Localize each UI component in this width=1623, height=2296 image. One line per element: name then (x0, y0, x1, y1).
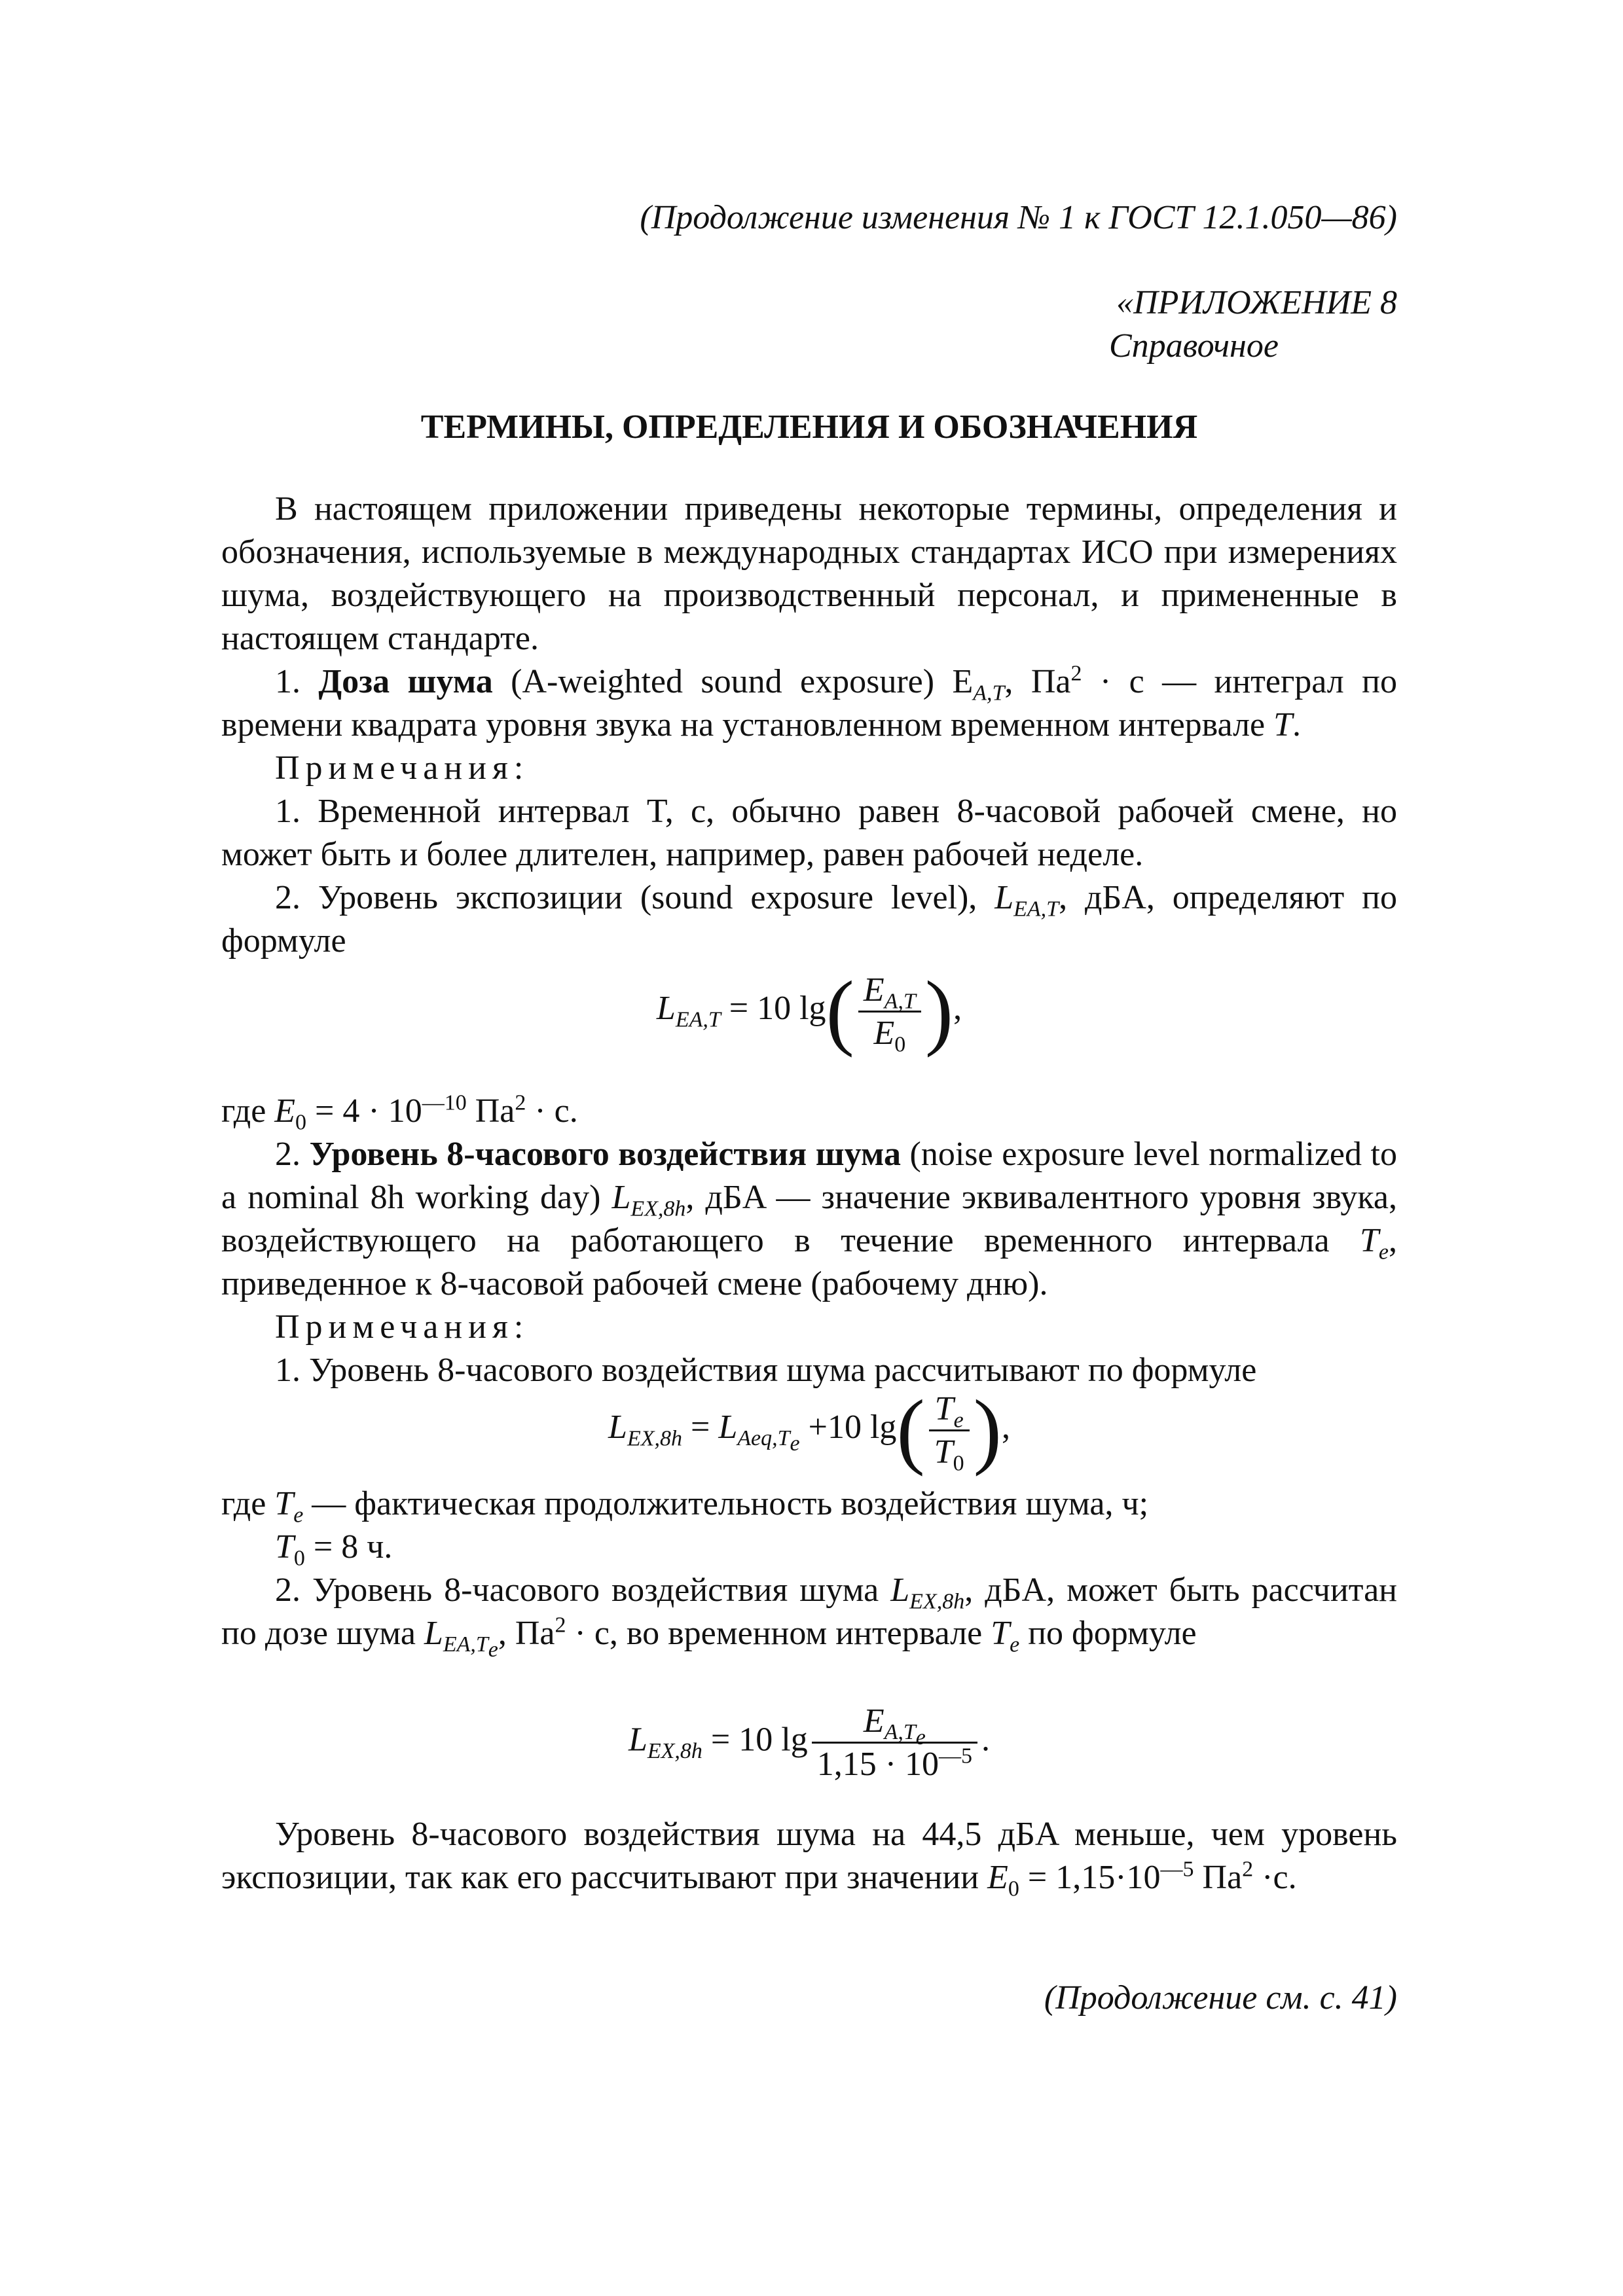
note-2-2: 2. Уровень 8-часового воздействия шума $L_{EX,8h}$, дБA, может быть рассчитан по дозе шума $L_{EA,T_e}$, $Па^2 \cdot с$, во временном интервале $T_e$ по формуле (221, 1571, 1398, 1662)
final-paragraph: Уровень 8-часового воздействия шума на 44,5 дБA меньше, чем уровень экспозиции, так как его рассчитывают при значении $E_0 = 1,15\cdot 10^{—5}$ $Па^2 \cdot с$. (221, 1816, 1397, 1901)
formula-1: $L_{EA,T} = 10$ lg( $\frac{E_{A,T}}{E_0}$ ), (656, 964, 962, 1058)
term-1-name: Доза шума (318, 663, 493, 700)
notes-label-1: Примечания: (275, 749, 530, 787)
appendix-type: Справочное (1109, 327, 1279, 365)
where-1: где $E_0 = 4 \cdot 10^{—10}$ $Па^2 \cdot с$. (221, 1090, 578, 1135)
formula-2: $L_{EX,8h} = L_{Aeq,T_e} +10$ lg( $\frac{T_e}{T_0}$ ), (608, 1383, 1010, 1477)
where-2b: $T_0 = 8$ ч. (275, 1528, 393, 1571)
body-part-3 (221, 1482, 1398, 1662)
continuation-footer: (Продолжение см. с. 41) (1044, 1979, 1397, 2017)
notes-label-2: Примечания: (275, 1308, 530, 1346)
formula-2-fraction: $\frac{T_e}{T_0}$ (929, 1390, 970, 1471)
note-1-2: 2. Уровень экспозиции (sound exposure level), $L_{EA,T}$, дБA, определяют по формуле (221, 879, 1397, 960)
formula-3: $L_{EX,8h} = 10$ lg $\frac{E_{A,T_e}}{1,15 \cdot 10^{—5}}$ . (628, 1702, 991, 1783)
note-2-1: 1. Уровень 8-часового воздействия шума рассчитывают по формуле (275, 1352, 1257, 1389)
where-2: где $T_e$ — фактическая продолжительность воздействия шума, ч; (221, 1485, 1149, 1528)
appendix-heading (221, 281, 1397, 368)
body-part-2 (221, 1090, 1397, 1392)
footer (221, 1977, 1397, 2020)
note-1-1: 1. Временной интервал T, с, обычно равен 8-часовой рабочей смене, но может быть и более длителен, например, равен рабочей неделе. (221, 793, 1397, 873)
formula-3-fraction: $\frac{E_{A,T_e}}{1,15 \cdot 10^{—5}}$ (812, 1702, 977, 1784)
intro-paragraph: В настоящем приложении приведены некоторые термины, определения и обозначения, используемые в международных стандартах ИСО при измерениях шума, воздействующего на производственный персонал, и примененные в настоящем стандарте. (221, 490, 1397, 657)
body-part-4 (221, 1813, 1397, 1899)
continuation-note: (Продолжение изменения № 1 к ГОСТ 12.1.050—86) (640, 199, 1397, 236)
header (221, 196, 1397, 240)
term-2-paragraph: 2. Уровень 8-часового воздействия шума (noise exposure level normalized to a nominal 8h working day) $L_{EX,8h}$, дБA — значение эквивалентного уровня звука, воздействующего на работающего в течение временного интервала $T_e$, приведенное к 8-часовой рабочей смене (рабочему дню). (221, 1136, 1397, 1302)
page-title: ТЕРМИНЫ, ОПРЕДЕЛЕНИЯ И ОБОЗНАЧЕНИЯ (420, 408, 1198, 446)
term-2-name: Уровень 8-часового воздействия шума (309, 1136, 901, 1173)
body-part-1 (221, 488, 1397, 963)
formula-1-fraction: $\frac{E_{A,T}}{E_0}$ (858, 971, 921, 1052)
title-block (221, 406, 1397, 449)
appendix-label: «ПРИЛОЖЕНИЕ 8 (1116, 284, 1397, 321)
term-1-paragraph: 1. Доза шума (A-weighted sound exposure) $E_{A,T}$, $Па^2 \cdot с$ — интеграл по времени квадрата уровня звука на установленном временном интервале T. (221, 661, 1397, 744)
